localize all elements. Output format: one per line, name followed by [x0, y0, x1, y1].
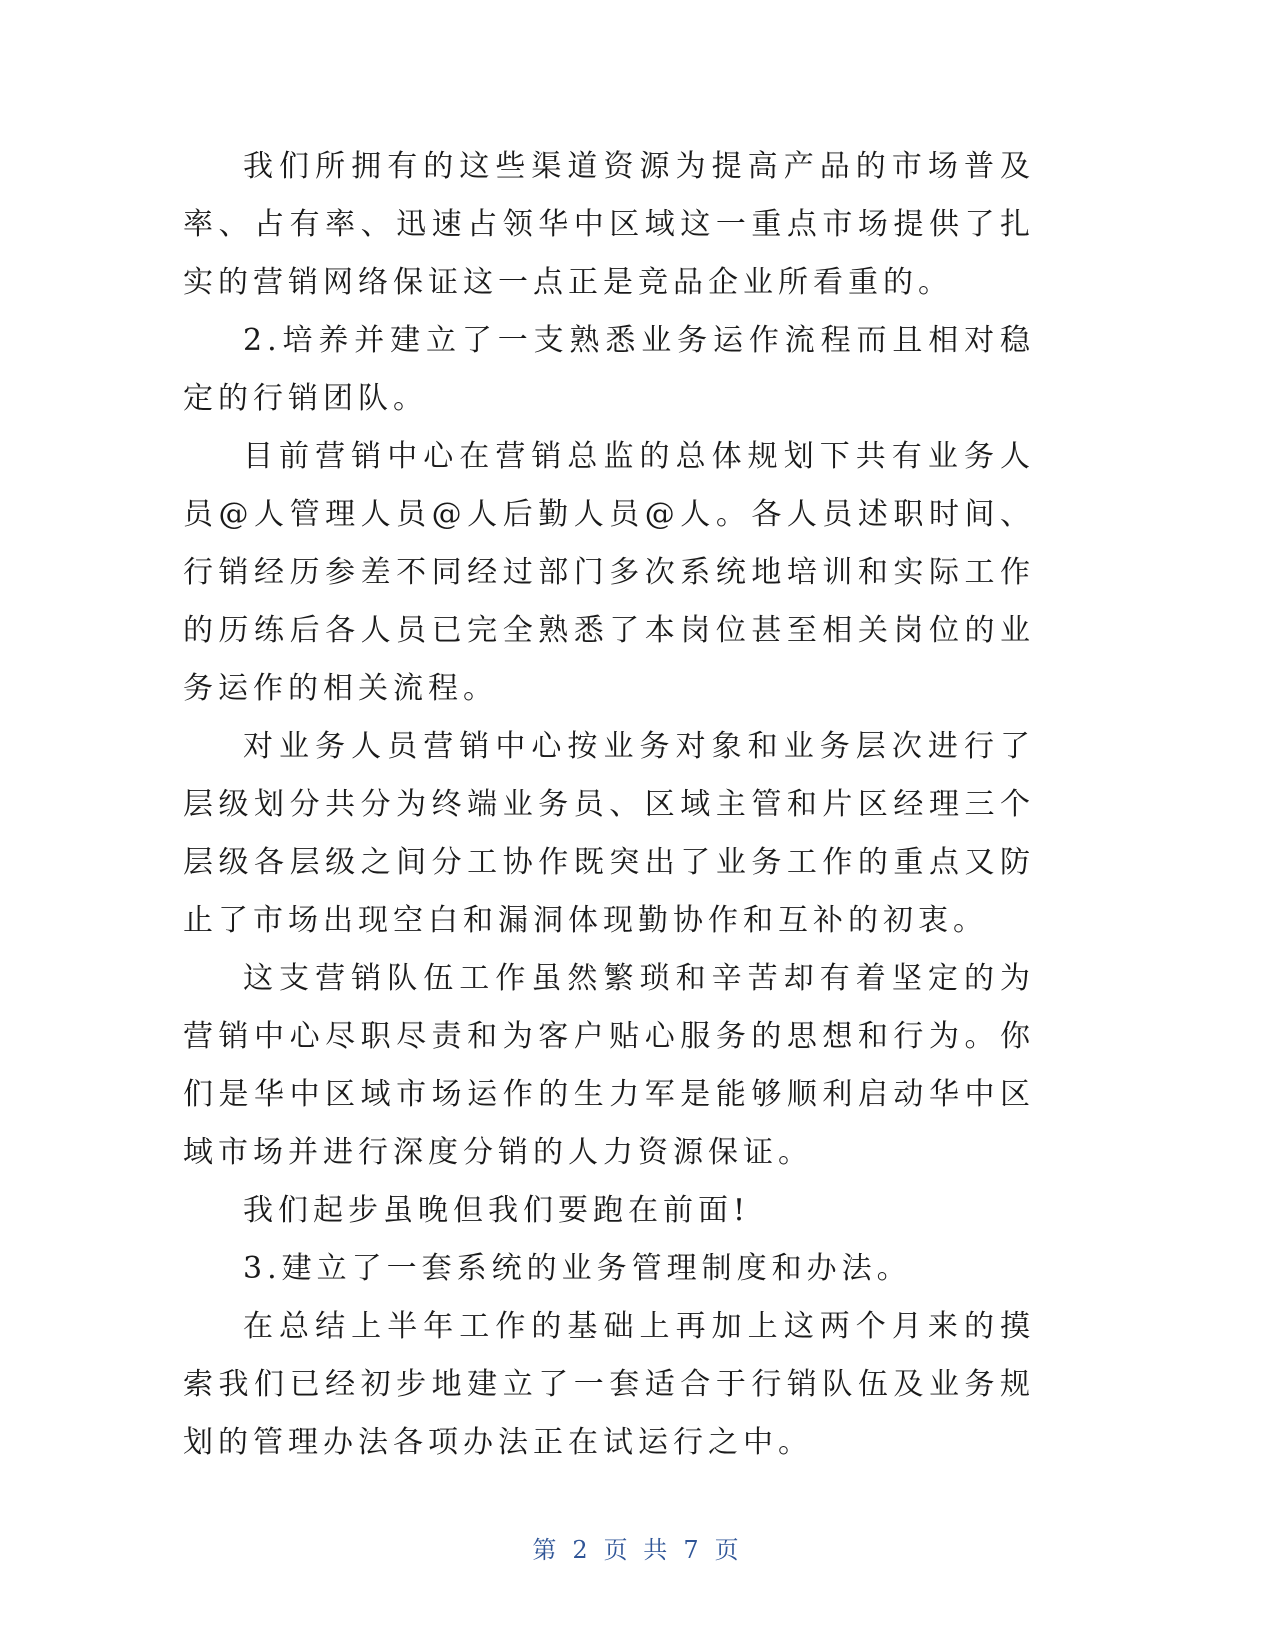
footer-middle: 页 共 — [603, 1536, 672, 1564]
paragraph-heading-team: 2.培养并建立了一支熟悉业务运作流程而且相对稳定的行销团队。 — [183, 323, 1035, 416]
document-body — [183, 138, 1035, 1472]
footer-suffix: 页 — [714, 1536, 743, 1564]
footer-current-page: 2 — [572, 1536, 592, 1564]
paragraph-team-spirit: 这支营销队伍工作虽然繁琐和辛苦却有着坚定的为营销中心尽职尽责和为客户贴心服务的思想和行为。你们是华中区域市场运作的生力军是能够顺利启动华中区域市场并进行深度分销的人力资源保证。 — [183, 961, 1035, 1170]
paragraph-heading-management: 3.建立了一套系统的业务管理制度和办法。 — [243, 1251, 912, 1286]
footer-prefix: 第 — [532, 1536, 561, 1564]
footer-total-pages: 7 — [683, 1536, 703, 1564]
page-number-footer — [0, 1530, 1275, 1565]
paragraph-management-system: 在总结上半年工作的基础上再加上这两个月来的摸索我们已经初步地建立了一套适合于行销队伍及业务规划的管理办法各项办法正在试运行之中。 — [183, 1309, 1035, 1460]
paragraph-staff-overview: 目前营销中心在营销总监的总体规划下共有业务人员@人管理人员@人后勤人员@人。各人员述职时间、行销经历参差不同经过部门多次系统地培训和实际工作的历练后各人员已完全熟悉了本岗位甚至相关岗位的业务运作的相关流程。 — [183, 439, 1035, 706]
paragraph-staff-hierarchy: 对业务人员营销中心按业务对象和业务层次进行了层级划分共分为终端业务员、区域主管和片区经理三个层级各层级之间分工协作既突出了业务工作的重点又防止了市场出现空白和漏洞体现勤协作和互补的初衷。 — [183, 729, 1035, 938]
paragraph-slogan: 我们起步虽晚但我们要跑在前面! — [243, 1193, 751, 1228]
paragraph-channel-resources: 我们所拥有的这些渠道资源为提高产品的市场普及率、占有率、迅速占领华中区域这一重点市场提供了扎实的营销网络保证这一点正是竞品企业所看重的。 — [183, 149, 1035, 300]
